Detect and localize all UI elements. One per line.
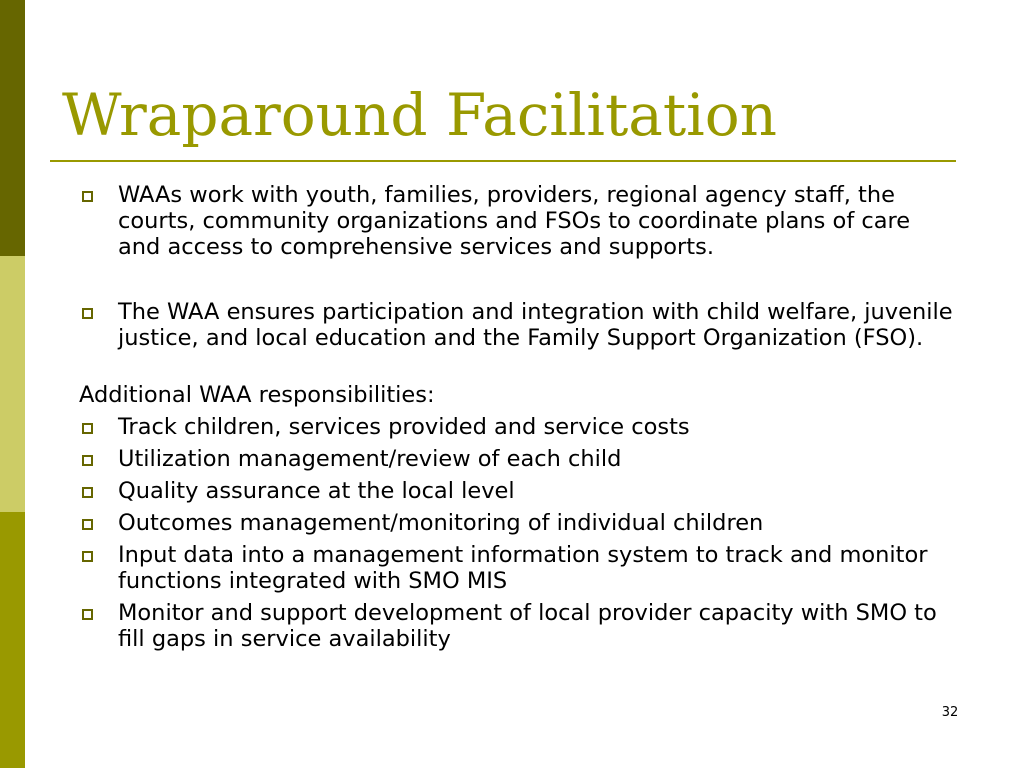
square-bullet-icon [82, 519, 93, 530]
bullet-text: The WAA ensures participation and integration with child welfare, juvenile justice, and local education and the Family Support Organization (FSO). [118, 299, 953, 351]
responsibility-text: Quality assurance at the local level [118, 478, 515, 504]
responsibility-item [79, 446, 959, 472]
responsibility-item [79, 414, 959, 440]
bullet-item [79, 299, 959, 351]
responsibility-item [79, 542, 959, 594]
bullet-text: WAAs work with youth, families, providers, regional agency staff, the courts, community organizations and FSOs to coordinate plans of care and access to comprehensive services and supports. [118, 182, 911, 260]
section-heading: Additional WAA responsibilities: [79, 382, 435, 408]
title-underline [50, 160, 956, 162]
slide-number: 32 [941, 705, 959, 720]
square-bullet-icon [82, 487, 93, 498]
decorative-bar-middle [0, 256, 25, 512]
square-bullet-icon [82, 609, 93, 620]
responsibility-item [79, 478, 959, 504]
square-bullet-icon [82, 423, 93, 434]
decorative-bar-bottom [0, 512, 25, 768]
responsibility-text: Outcomes management/monitoring of individual children [118, 510, 764, 536]
square-bullet-icon [82, 308, 93, 319]
responsibility-item [79, 510, 959, 536]
responsibility-item [79, 600, 959, 652]
responsibility-text: Input data into a management information system to track and monitor functions integrated with SMO MIS [118, 542, 928, 594]
square-bullet-icon [82, 191, 93, 202]
slide-title: Wraparound Facilitation [62, 81, 777, 149]
slide-content [79, 182, 959, 652]
bullet-item [79, 182, 959, 260]
square-bullet-icon [82, 455, 93, 466]
decorative-bar-top [0, 0, 25, 256]
square-bullet-icon [82, 551, 93, 562]
responsibility-text: Track children, services provided and service costs [118, 414, 690, 440]
responsibility-text: Monitor and support development of local provider capacity with SMO to fill gaps in service availability [118, 600, 937, 652]
responsibility-text: Utilization management/review of each child [118, 446, 622, 472]
